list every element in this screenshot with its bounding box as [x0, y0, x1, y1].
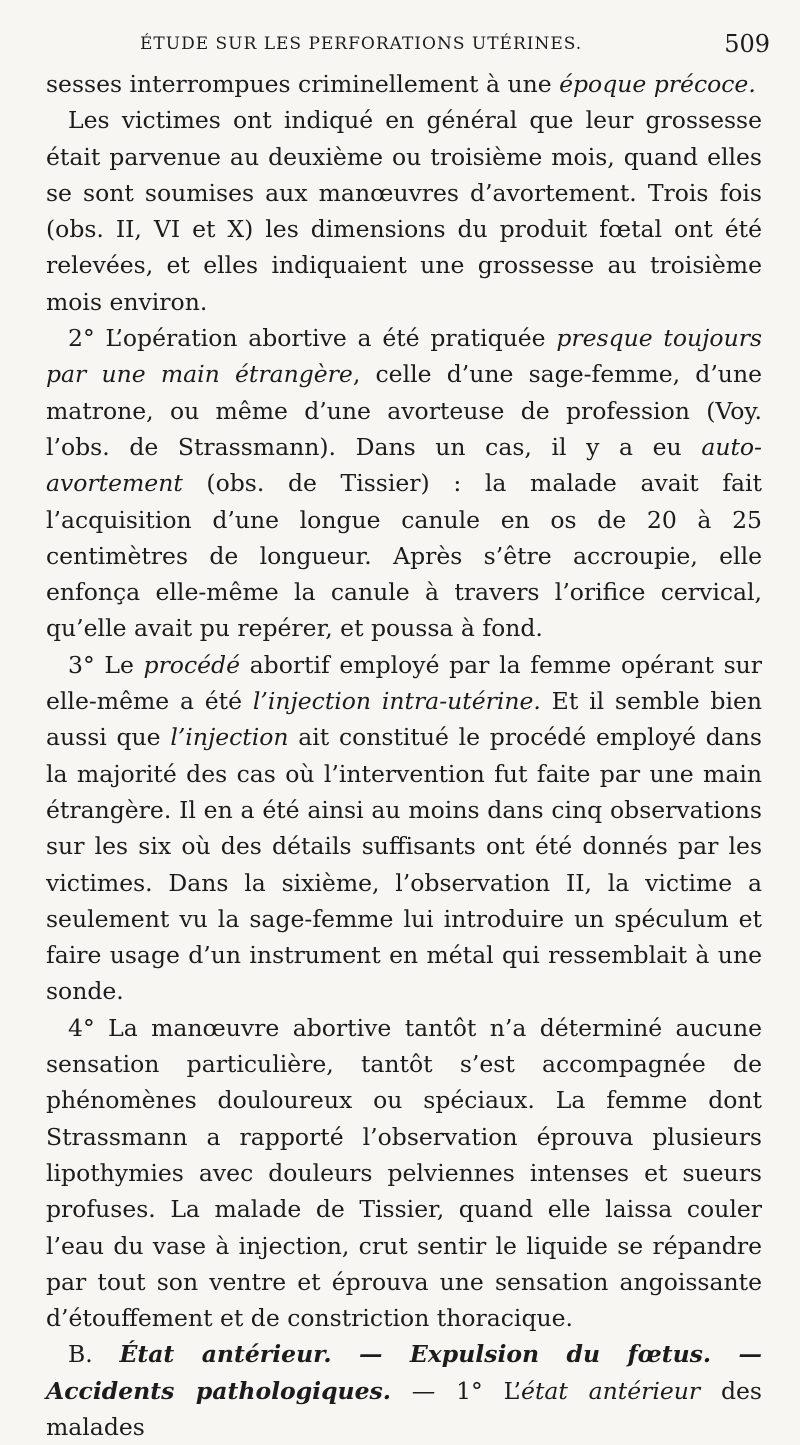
italic-run: époque précoce. — [559, 70, 756, 98]
text-run: Les victimes ont indiqué en général que leur grossesse était parvenue au deuxième ou troisième mois, quand elles se sont soumises aux manœuvres d’avortement. Trois fois (obs. II, VI et X) les dimensions du produit fœtal ont été relevées, et elles indiquaient une grossesse au troisième mois environ. — [46, 106, 762, 316]
paragraph-abortive-operation — [46, 320, 762, 647]
text-run: (obs. de Tissier) : la malade avait fait l’acquisition d’une longue canule en os de 20 à 25 centimètres de longueur. Après s’être accroupie, elle enfonça elle-même la canule à travers l’orifice cervical, qu’elle avait pu repérer, et poussa à fond. — [46, 469, 762, 643]
paragraph-sensations — [46, 1010, 762, 1337]
text-run: abortif employé par la femme opérant sur elle-même a été — [46, 650, 762, 716]
paragraph-abortive-procedure — [46, 647, 762, 1010]
text-run: , celle d’une sage-femme, d’une matrone, ou même d’une avorteuse de profession (Voy. l’obs. de Strassmann). Dans un cas, il y a eu — [46, 360, 762, 461]
text-run: Et il semble bien aussi que — [46, 687, 763, 752]
italic-run: procédé — [143, 650, 240, 679]
running-head — [0, 28, 800, 62]
paragraph-pregnancy-stage — [46, 102, 762, 320]
text-run: ait constitué le procédé employé dans la majorité des cas où l’intervention fut faite par une main étrangère. Il en a été ainsi au moins dans cinq observations sur les six où des détails suffisants ont été donnés par les victimes. Dans la sixième, l’observation II, la victime a seulement vu la sage-femme lui introduire un spéculum et faire usage d’un instrument en métal qui ressemblait à une sonde. — [46, 723, 762, 1006]
section-heading: État antérieur. — Expulsion du fœtus. — Accidents pathologiques. — [46, 1340, 762, 1405]
text-run: — 1° L’ — [390, 1376, 522, 1405]
text-run: sesses interrompues criminellement à une — [46, 70, 560, 98]
italic-run: état antérieur — [521, 1376, 701, 1405]
paragraph-continuation — [46, 66, 762, 102]
italic-run: presque toujours par une main étrangère — [46, 324, 762, 389]
text-run: 3° Le — [68, 650, 144, 679]
text-run: 4° La manœuvre abortive tantôt n’a déterminé aucune sensation particulière, tantôt s’est accompagnée de phénomènes douloureux ou spéciaux. La femme dont Strassmann a rapporté l’observation éprouva plusieurs lipothymies avec douleurs pelviennes intenses et sueurs profuses. La malade de Tissier, quand elle laissa couler l’eau du vase à injection, crut sentir le liquide se répandre par tout son ventre et éprouva une sensation angoissante d’étouffement et de constriction thoracique. — [46, 1013, 762, 1333]
running-title: ÉTUDE SUR LES PERFORATIONS UTÉRINES. — [140, 34, 583, 54]
paragraph-section-b — [46, 1336, 762, 1445]
italic-run: auto-avortement — [46, 432, 762, 498]
italic-run: l’injection intra-utérine. — [252, 687, 541, 716]
italic-run: l’injection — [170, 723, 289, 752]
body-text — [46, 66, 762, 1445]
text-run: des malades — [46, 1376, 762, 1441]
page-number: 509 — [724, 30, 770, 58]
text-run: 2° L’opération abortive a été pratiquée — [68, 324, 557, 353]
text-run: B. — [68, 1340, 120, 1369]
